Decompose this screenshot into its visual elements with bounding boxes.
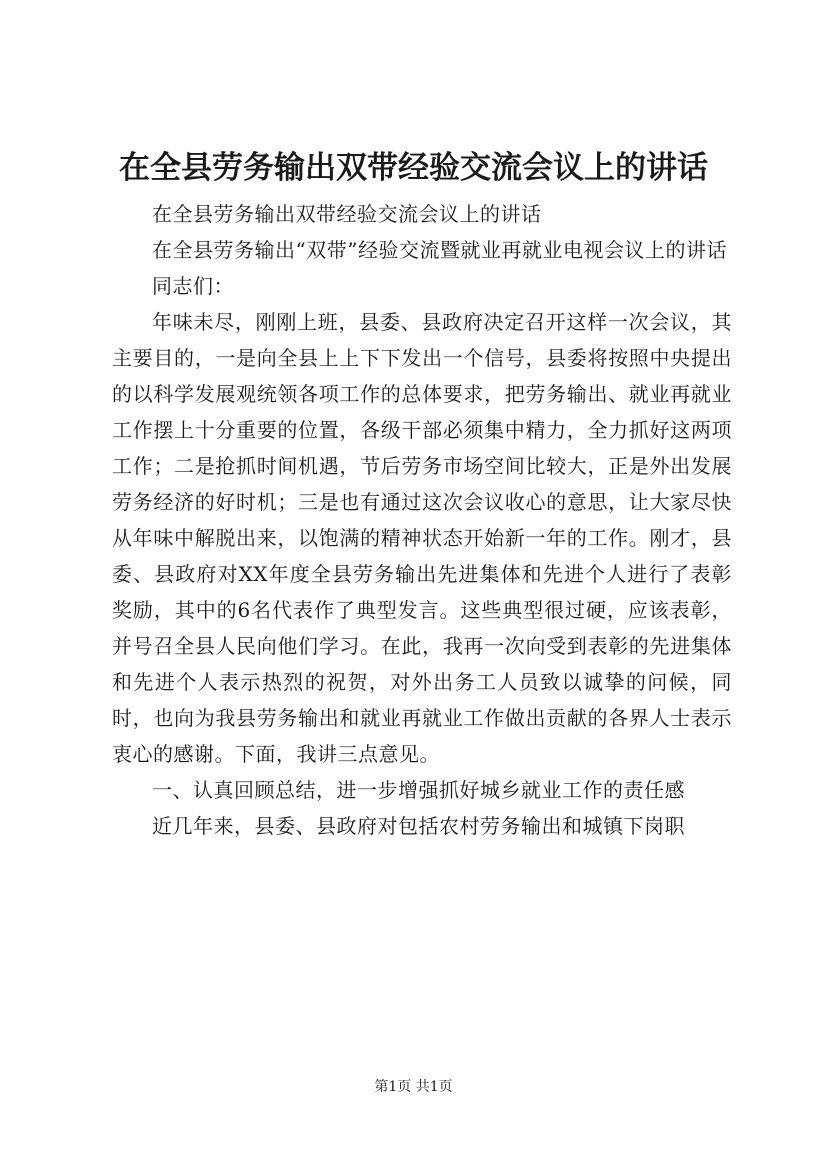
document-body — [112, 196, 732, 844]
paragraph-subtitle: 在全县劳务输出双带经验交流会议上的讲话 — [152, 202, 542, 226]
paragraph-salutation: 同志们： — [152, 274, 234, 298]
paragraph-full-title: 在全县劳务输出“双带”经验交流暨就业再就业电视会议上的讲话 — [152, 238, 727, 262]
paragraph-section-heading: 一、认真回顾总结，进一步增强抓好城乡就业工作的责任感 — [152, 778, 685, 802]
paragraph-section-body: 近几年来，县委、县政府对包括农村劳务输出和城镇下岗职 — [152, 814, 685, 838]
page-footer: 第1页 共1页 — [374, 1079, 453, 1095]
document-title: 在全县劳务输出双带经验交流会议上的讲话 — [119, 150, 708, 186]
paragraph-intro: 年味未尽，刚刚上班，县委、县政府决定召开这样一次会议，其主要目的，一是向全县上上下下发出一个信号，县委将按照中央提出的以科学发展观统领各项工作的总体要求，把劳务输出、就业再就业工作摆上十分重要的位置，各级干部必须集中精力，全力抓好这两项工作；二是抢抓时间机遇，节后劳务市场空间比较大，正是外出发展劳务经济的好时机；三是也有通过这次会议收心的意思，让大家尽快从年味中解脱出来，以饱满的精神状态开始新一年的工作。刚才，县委、县政府对XX年度全县劳务输出先进集体和先进个人进行了表彰奖励，其中的6名代表作了典型发言。这些典型很过硬，应该表彰，并号召全县人民向他们学习。在此，我再一次向受到表彰的先进集体和先进个人表示热烈的祝贺，对外出务工人员致以诚挚的问候，同时，也向为我县劳务输出和就业再就业工作做出贡献的各界人士表示衷心的感谢。下面，我讲三点意见。 — [112, 310, 732, 766]
